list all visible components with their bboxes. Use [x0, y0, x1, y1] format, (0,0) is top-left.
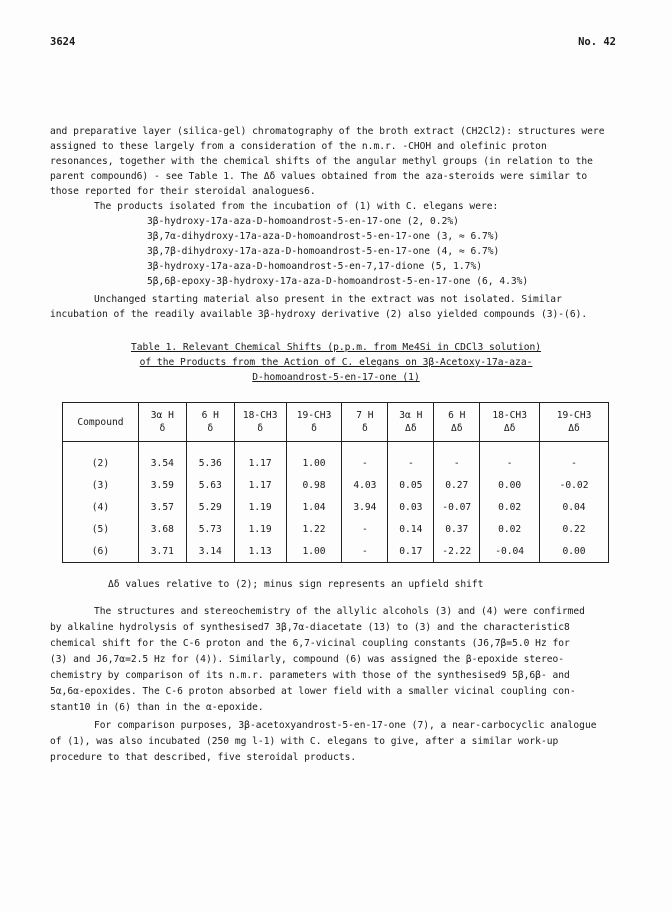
table-caption-line-3: D-homoandrost-5-en-17-one (1) [252, 372, 420, 383]
table-row: (6) 3.71 3.14 1.13 1.00 - 0.17 -2.22 -0.04 0.00 [63, 540, 609, 563]
unchanged-line-2: incubation of the readily available 3β-hydroxy derivative (2) also yielded compounds (3)-(6). [50, 309, 588, 320]
product-item: 5β,6β-epoxy-3β-hydroxy-17a-aza-D-homoandrost-5-en-17-one (6, 4.3%) [147, 276, 529, 287]
final-line-2: of (1), was also incubated (250 mg l-1) with C. elegans to give, after a similar work-up [50, 736, 559, 747]
header-cell: 18-CH3 Δδ [480, 403, 540, 442]
header-cell: 6 H Δδ [434, 403, 480, 442]
products-intro: The products isolated from the incubation of (1) with C. elegans were: [94, 201, 499, 212]
unchanged-line-1: Unchanged starting material also present in the extract was not isolated. Similar [94, 294, 562, 305]
body-line-4: (3) and J6,7α=2.5 Hz for (4)). Similarly, compound (6) was assigned the β-epoxide stereo- [50, 654, 565, 665]
table-caption-line-1: Table 1. Relevant Chemical Shifts (p.p.m. from Me4Si in CDCl3 solution) [130, 342, 542, 353]
product-item: 3β-hydroxy-17a-aza-D-homoandrost-5-en-17-one (2, 0.2%) [147, 216, 459, 227]
header-cell: 7 H δ [342, 403, 388, 442]
body-line-6: 5α,6α-epoxides. The C-6 proton absorbed at lower field with a smaller vicinal coupling con- [50, 686, 576, 697]
intro-line-3: resonances, together with the chemical shifts of the angular methyl groups (in relation to the [50, 156, 593, 167]
header-cell: 3α H δ [138, 403, 186, 442]
chemical-shift-table [62, 402, 609, 563]
intro-line-2: assigned to these largely from a consideration of the n.m.r. -CHOH and olefinic proton [50, 141, 547, 152]
body-line-5: chemistry by comparison of its n.m.r. parameters with those of the synthesised9 5β,6β- and [50, 670, 570, 681]
product-item: 3β,7β-dihydroxy-17a-aza-D-homoandrost-5-en-17-one (4, ≈ 6.7%) [147, 246, 500, 257]
product-item: 3β,7α-dihydroxy-17a-aza-D-homoandrost-5-en-17-one (3, ≈ 6.7%) [147, 231, 500, 242]
table-header-row [63, 403, 609, 442]
body-line-2: by alkaline hydrolysis of synthesised7 3β,7α-diacetate (13) to (3) and the characteristic8 [50, 622, 570, 633]
table-row: (3) 3.59 5.63 1.17 0.98 4.03 0.05 0.27 0.00 -0.02 [63, 474, 609, 496]
final-line-1: For comparison purposes, 3β-acetoxyandrost-5-en-17-one (7), a near-carbocyclic analogue [94, 720, 597, 731]
header-cell: 19-CH3 Δδ [540, 403, 609, 442]
header-cell: 19-CH3 δ [286, 403, 342, 442]
intro-line-1: and preparative layer (silica-gel) chromatography of the broth extract (CH2Cl2): structures were [50, 126, 605, 137]
final-line-3: procedure to that described, five steroidal products. [50, 752, 357, 763]
table-caption-line-2: of the Products from the Action of C. elegans on 3β-Acetoxy-17a-aza- [139, 357, 533, 368]
body-line-1: The structures and stereochemistry of the allylic alcohols (3) and (4) were confirmed [94, 606, 585, 617]
body-line-3: chemical shift for the C-6 proton and the 6,7-vicinal coupling constants (J6,7β=5.0 Hz for [50, 638, 570, 649]
issue-number: No. 42 [578, 36, 616, 48]
table-row: (2) 3.54 5.36 1.17 1.00 - - - - - [63, 452, 609, 474]
header-cell: 18-CH3 δ [234, 403, 286, 442]
product-item: 3β-hydroxy-17a-aza-D-homoandrost-5-en-7,17-dione (5, 1.7%) [147, 261, 483, 272]
header-cell: 6 H δ [186, 403, 234, 442]
intro-line-5: those reported for their steroidal analogues6. [50, 186, 316, 197]
table-note: Δδ values relative to (2); minus sign represents an upfield shift [108, 579, 484, 590]
table-row: (4) 3.57 5.29 1.19 1.04 3.94 0.03 -0.07 0.02 0.04 [63, 496, 609, 518]
header-cell: Compound [63, 403, 139, 442]
header-cell: 3α H Δδ [388, 403, 434, 442]
intro-line-4: parent compound6) - see Table 1. The Δδ values obtained from the aza-steroids were similar to [50, 171, 588, 182]
body-line-7: stant10 in (6) than in the α-epoxide. [50, 702, 264, 713]
table-row: (5) 3.68 5.73 1.19 1.22 - 0.14 0.37 0.02 0.22 [63, 518, 609, 540]
page-number: 3624 [50, 36, 76, 48]
